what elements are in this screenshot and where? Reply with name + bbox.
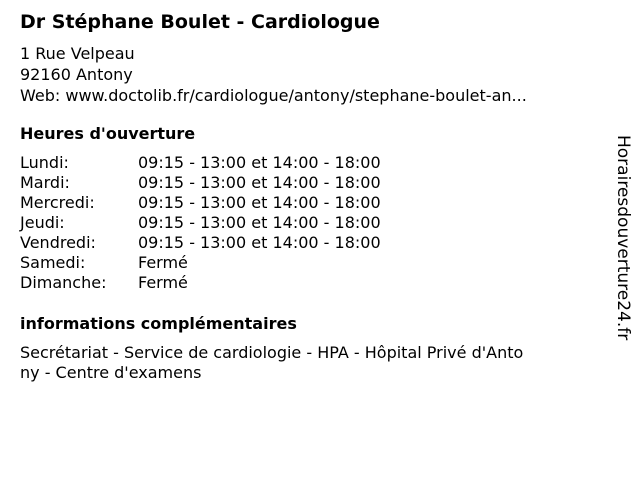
day-label: Vendredi: [20,233,96,252]
address-block [20,43,527,106]
page-title: Dr Stéphane Boulet - Cardiologue [20,11,380,33]
time-value: Fermé [138,253,188,272]
time-value: 09:15 - 13:00 et 14:00 - 18:00 [138,213,381,232]
day-label: Mardi: [20,173,70,192]
time-value: 09:15 - 13:00 et 14:00 - 18:00 [138,153,381,172]
website-text: Web: www.doctolib.fr/cardiologue/antony/stephane-boulet-an... [20,86,527,105]
day-label: Lundi: [20,153,69,172]
watermark-text: Horairesdouverture24.fr [613,135,633,341]
hours-row-samedi [20,253,440,273]
hours-heading: Heures d'ouverture [20,124,196,143]
hours-table [20,153,440,293]
info-line: Secrétariat - Service de cardiologie - HPA - Hôpital Privé d'Anto [20,343,524,362]
hours-row-dimanche [20,273,440,293]
time-value: 09:15 - 13:00 et 14:00 - 18:00 [138,233,381,252]
day-label: Jeudi: [20,213,65,232]
time-value: 09:15 - 13:00 et 14:00 - 18:00 [138,173,381,192]
time-value: 09:15 - 13:00 et 14:00 - 18:00 [138,193,381,212]
day-label: Dimanche: [20,273,107,292]
time-value: Fermé [138,273,188,292]
hours-row-lundi [20,153,440,173]
hours-row-jeudi [20,213,440,233]
info-text [20,343,580,383]
day-label: Samedi: [20,253,86,272]
address-street: 1 Rue Velpeau [20,44,135,63]
hours-row-mardi [20,173,440,193]
hours-row-vendredi [20,233,440,253]
info-line: ny - Centre d'examens [20,363,202,382]
day-label: Mercredi: [20,193,95,212]
hours-row-mercredi [20,193,440,213]
address-city: 92160 Antony [20,65,133,84]
info-heading: informations complémentaires [20,314,297,333]
